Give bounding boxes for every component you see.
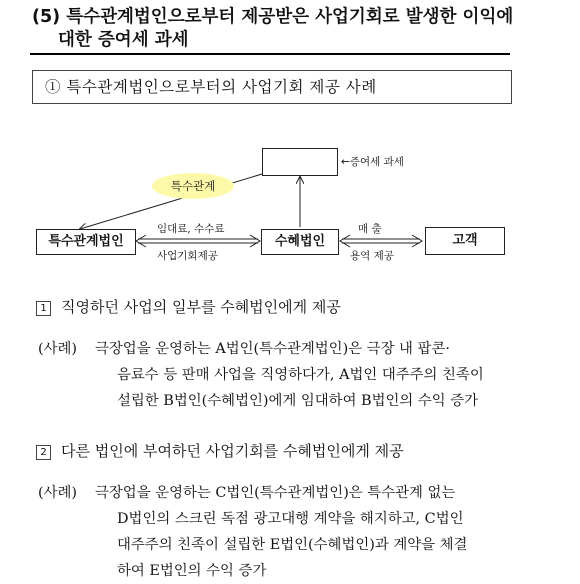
- section-1-title: [36, 296, 341, 317]
- case-2-line-3: 대주주의 친족이 설립한 E법인(수혜법인)과 계약을 체결: [117, 537, 468, 553]
- biz-opportunity-label: 사업기회제공: [157, 250, 218, 262]
- heading-line-1: (5) 특수관계법인으로부터 제공받은 사업기회로 발생한 이익에: [32, 7, 514, 27]
- case-1-line-3: 설립한 B법인(수혜법인)에게 임대하여 B법인의 수익 증가: [117, 393, 479, 409]
- case-2: [38, 480, 548, 580]
- double-arrow-right-head: [250, 235, 260, 247]
- gift-tax-label: ←증여세 과세: [341, 156, 404, 168]
- section-2-text: 다른 법인에 부여하던 사업기회를 수혜법인에게 제공: [61, 442, 404, 460]
- section-2-title: [36, 440, 404, 461]
- case-2-line-2: D법인의 스크린 독점 광고대행 계약을 해지하고, C법인: [117, 511, 464, 527]
- case-1: [38, 336, 548, 426]
- service-provision-label: 용역 제공: [350, 250, 394, 262]
- section-1-number: 1: [36, 301, 51, 316]
- double-arrow-left-head: [136, 235, 146, 247]
- sales-label: 매 출: [358, 223, 382, 235]
- rent-fee-label: 임대료, 수수료: [157, 223, 225, 235]
- case-2-line-1: 극장업을 운영하는 C법인(특수관계법인)은 특수관계 없는: [95, 485, 456, 501]
- beneficiary-corp-box: 수혜법인: [261, 229, 339, 255]
- special-relation-ellipse: 특수관계: [152, 173, 234, 199]
- customer-arrow-left-head: [340, 235, 350, 247]
- case-2-tag: (사례): [38, 485, 78, 501]
- section-2-number: 2: [36, 445, 51, 460]
- heading-line-2: 대한 증여세 과세: [58, 30, 189, 50]
- case-1-line-1: 극장업을 운영하는 A법인(특수관계법인)은 극장 내 팝콘·: [95, 341, 450, 357]
- special-corp-box: 특수관계법인: [36, 229, 136, 255]
- case-2-line-4: 하여 E법인의 수익 증가: [117, 563, 267, 579]
- section-1-text: 직영하던 사업의 일부를 수혜법인에게 제공: [61, 298, 341, 316]
- customer-arrow-right-head: [412, 235, 422, 247]
- subsection-title-box: ① 특수관계법인으로부터의 사업기회 제공 사례: [32, 70, 512, 104]
- gift-tax-box: [262, 148, 338, 176]
- case-1-line-2: 음료수 등 판매 사업을 직영하다가, A법인 대주주의 친족이: [117, 367, 484, 383]
- customer-box: 고객: [425, 227, 505, 255]
- case-1-tag: (사례): [38, 341, 78, 357]
